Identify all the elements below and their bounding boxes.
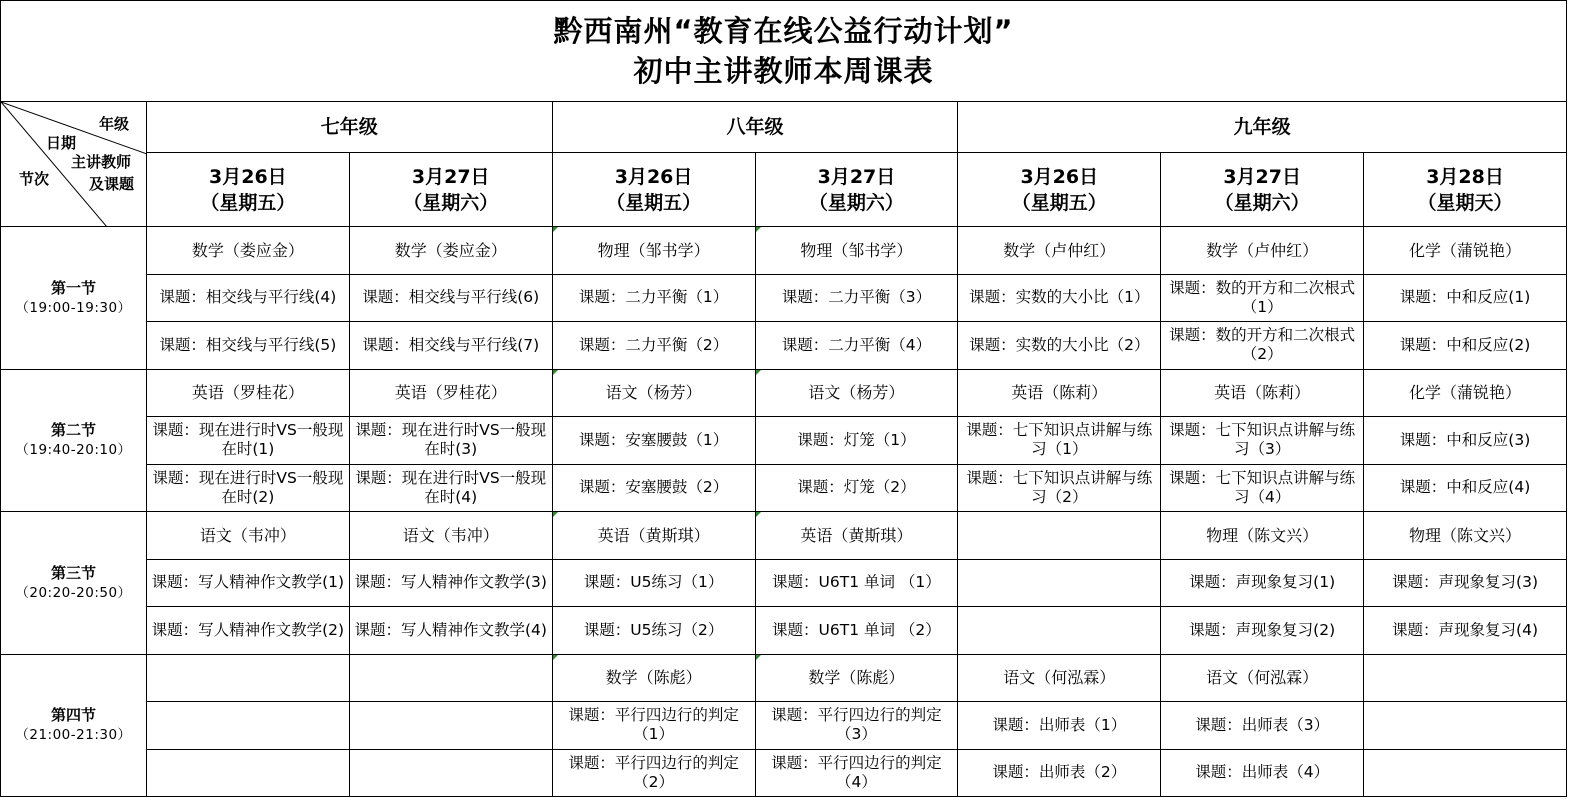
period-4-row-2: [1, 702, 1567, 750]
date-row: [1, 153, 1567, 227]
period-time: （21:00-21:30）: [15, 727, 132, 744]
lesson-topic-cell: [349, 749, 552, 797]
period-1-row-2: [1, 274, 1567, 322]
subject-teacher-cell: 语文（韦冲）: [349, 512, 552, 560]
subject-teacher-cell: 物理（陈文兴）: [1161, 512, 1364, 560]
corner-period-label: 节次: [19, 170, 50, 188]
subject-teacher-cell: 语文（杨芳）: [552, 369, 755, 417]
lesson-topic-cell: 课题：写人精神作文教学(3): [349, 559, 552, 607]
date-text: 3月26日: [614, 165, 693, 188]
weekday-text: （星期六）: [808, 191, 904, 214]
period-label-cell: [1, 369, 147, 512]
date-text: 3月27日: [411, 165, 490, 188]
corner-header-cell: [1, 102, 147, 227]
lesson-topic-cell: 课题：安塞腰鼓（2）: [552, 464, 755, 512]
lesson-topic-cell: 课题：平行四边行的判定（1）: [552, 702, 755, 750]
date-text: 3月26日: [209, 165, 287, 188]
grade-header-8: 八年级: [552, 102, 958, 153]
lesson-topic-cell: 课题：相交线与平行线(5): [146, 322, 349, 370]
date-header-2: [349, 153, 552, 227]
lesson-topic-cell: 课题：声现象复习(3): [1364, 559, 1567, 607]
subject-teacher-cell: 语文（何泓霖）: [958, 654, 1161, 702]
date-text: 3月28日: [1426, 165, 1504, 188]
period-1-row-1: [1, 227, 1567, 275]
title-line-2: 初中主讲教师本周课表: [633, 54, 934, 88]
lesson-topic-cell: 课题：出师表（2）: [958, 749, 1161, 797]
period-3-row-1: [1, 512, 1567, 560]
period-3-row-3: [1, 607, 1567, 655]
period-2-row-1: [1, 369, 1567, 417]
date-text: 3月26日: [1020, 165, 1099, 188]
lesson-topic-cell: 课题：声现象复习(1): [1161, 559, 1364, 607]
lesson-topic-cell: 课题：二力平衡（4）: [755, 322, 958, 370]
corner-teacher-label-1: 主讲教师: [71, 153, 132, 171]
subject-teacher-cell: 英语（黄斯琪）: [755, 512, 958, 560]
weekday-text: （星期六）: [1214, 191, 1310, 214]
corner-teacher-label-2: 及课题: [89, 175, 135, 193]
lesson-topic-cell: 课题：U6T1 单词 （2）: [755, 607, 958, 655]
subject-teacher-cell: [349, 654, 552, 702]
lesson-topic-cell: 课题：出师表（4）: [1161, 749, 1364, 797]
lesson-topic-cell: 课题：中和反应(4): [1364, 464, 1567, 512]
grade-row: [1, 102, 1567, 153]
subject-teacher-cell: 数学（陈彪）: [755, 654, 958, 702]
weekday-text: （星期五）: [1011, 191, 1107, 214]
subject-teacher-cell: 英语（陈莉）: [958, 369, 1161, 417]
lesson-topic-cell: 课题：二力平衡（3）: [755, 274, 958, 322]
period-2-row-2: [1, 417, 1567, 465]
title-cell: [1, 1, 1567, 102]
subject-teacher-cell: 数学（娄应金）: [349, 227, 552, 275]
subject-teacher-cell: 语文（韦冲）: [146, 512, 349, 560]
period-4-row-3: [1, 749, 1567, 797]
period-3-row-2: [1, 559, 1567, 607]
period-label-cell: [1, 654, 147, 797]
lesson-topic-cell: 课题：U6T1 单词 （1）: [755, 559, 958, 607]
subject-teacher-cell: 数学（陈彪）: [552, 654, 755, 702]
lesson-topic-cell: 课题：相交线与平行线(6): [349, 274, 552, 322]
lesson-topic-cell: 课题：七下知识点讲解与练习（1）: [958, 417, 1161, 465]
period-4-row-1: [1, 654, 1567, 702]
lesson-topic-cell: [1364, 702, 1567, 750]
period-name: 第二节: [50, 421, 96, 440]
corner-date-label: 日期: [46, 134, 77, 152]
period-time: （20:20-20:50）: [15, 584, 132, 601]
lesson-topic-cell: [349, 702, 552, 750]
lesson-topic-cell: [958, 559, 1161, 607]
weekday-text: （星期五）: [200, 191, 296, 214]
lesson-topic-cell: 课题：平行四边行的判定（2）: [552, 749, 755, 797]
lesson-topic-cell: 课题：数的开方和二次根式（2）: [1161, 322, 1364, 370]
subject-teacher-cell: 英语（罗桂花）: [349, 369, 552, 417]
lesson-topic-cell: 课题：现在进行时VS一般现在时(1): [146, 417, 349, 465]
subject-teacher-cell: 英语（罗桂花）: [146, 369, 349, 417]
lesson-topic-cell: 课题：七下知识点讲解与练习（3）: [1161, 417, 1364, 465]
lesson-topic-cell: 课题：U5练习（2）: [552, 607, 755, 655]
subject-teacher-cell: 数学（娄应金）: [146, 227, 349, 275]
date-header-3: [552, 153, 755, 227]
lesson-topic-cell: [958, 607, 1161, 655]
lesson-topic-cell: 课题：出师表（1）: [958, 702, 1161, 750]
lesson-topic-cell: 课题：灯笼（2）: [755, 464, 958, 512]
date-header-5: [958, 153, 1161, 227]
lesson-topic-cell: [146, 749, 349, 797]
date-text: 3月27日: [1223, 165, 1301, 188]
lesson-topic-cell: 课题：U5练习（1）: [552, 559, 755, 607]
subject-teacher-cell: 物理（邹书学）: [552, 227, 755, 275]
period-name: 第四节: [50, 706, 96, 725]
period-label-cell: [1, 227, 147, 370]
subject-teacher-cell: 语文（杨芳）: [755, 369, 958, 417]
lesson-topic-cell: 课题：安塞腰鼓（1）: [552, 417, 755, 465]
lesson-topic-cell: 课题：中和反应(2): [1364, 322, 1567, 370]
lesson-topic-cell: 课题：相交线与平行线(7): [349, 322, 552, 370]
lesson-topic-cell: 课题：二力平衡（1）: [552, 274, 755, 322]
date-header-6: [1161, 153, 1364, 227]
subject-teacher-cell: 化学（蒲锐艳）: [1364, 227, 1567, 275]
subject-teacher-cell: 语文（何泓霖）: [1161, 654, 1364, 702]
lesson-topic-cell: 课题：平行四边行的判定（3）: [755, 702, 958, 750]
title-row: [1, 1, 1567, 102]
grade-header-9: 九年级: [958, 102, 1567, 153]
period-name: 第一节: [50, 278, 96, 297]
lesson-topic-cell: 课题：平行四边行的判定（4）: [755, 749, 958, 797]
lesson-topic-cell: 课题：现在进行时VS一般现在时(2): [146, 464, 349, 512]
lesson-topic-cell: 课题：实数的大小比（2）: [958, 322, 1161, 370]
lesson-topic-cell: 课题：中和反应(1): [1364, 274, 1567, 322]
corner-grade-label: 年级: [99, 115, 130, 133]
weekday-text: （星期五）: [606, 191, 702, 214]
subject-teacher-cell: 数学（卢仲红）: [1161, 227, 1364, 275]
lesson-topic-cell: 课题：写人精神作文教学(2): [146, 607, 349, 655]
grade-header-7: 七年级: [146, 102, 552, 153]
subject-teacher-cell: [1364, 654, 1567, 702]
date-text: 3月27日: [817, 165, 896, 188]
lesson-topic-cell: 课题：声现象复习(2): [1161, 607, 1364, 655]
weekday-text: （星期六）: [403, 191, 499, 214]
lesson-topic-cell: 课题：实数的大小比（1）: [958, 274, 1161, 322]
lesson-topic-cell: [1364, 749, 1567, 797]
date-header-1: [146, 153, 349, 227]
lesson-topic-cell: 课题：数的开方和二次根式（1）: [1161, 274, 1364, 322]
subject-teacher-cell: 物理（邹书学）: [755, 227, 958, 275]
lesson-topic-cell: 课题：灯笼（1）: [755, 417, 958, 465]
date-header-7: [1364, 153, 1567, 227]
period-label-cell: [1, 512, 147, 655]
subject-teacher-cell: 化学（蒲锐艳）: [1364, 369, 1567, 417]
period-time: （19:40-20:10）: [15, 442, 132, 459]
lesson-topic-cell: 课题：写人精神作文教学(1): [146, 559, 349, 607]
lesson-topic-cell: 课题：出师表（3）: [1161, 702, 1364, 750]
lesson-topic-cell: [146, 702, 349, 750]
subject-teacher-cell: 数学（卢仲红）: [958, 227, 1161, 275]
lesson-topic-cell: 课题：声现象复习(4): [1364, 607, 1567, 655]
subject-teacher-cell: 英语（陈莉）: [1161, 369, 1364, 417]
period-time: （19:00-19:30）: [15, 299, 132, 316]
period-1-row-3: [1, 322, 1567, 370]
period-2-row-3: [1, 464, 1567, 512]
lesson-topic-cell: 课题：中和反应(3): [1364, 417, 1567, 465]
lesson-topic-cell: 课题：现在进行时VS一般现在时(4): [349, 464, 552, 512]
title-line-1: 黔西南州“教育在线公益行动计划”: [553, 14, 1014, 48]
lesson-topic-cell: 课题：二力平衡（2）: [552, 322, 755, 370]
period-name: 第三节: [50, 563, 96, 582]
subject-teacher-cell: 物理（陈文兴）: [1364, 512, 1567, 560]
lesson-topic-cell: 课题：现在进行时VS一般现在时(3): [349, 417, 552, 465]
date-header-4: [755, 153, 958, 227]
lesson-topic-cell: 课题：七下知识点讲解与练习（4）: [1161, 464, 1364, 512]
lesson-topic-cell: 课题：相交线与平行线(4): [146, 274, 349, 322]
subject-teacher-cell: [146, 654, 349, 702]
subject-teacher-cell: 英语（黄斯琪）: [552, 512, 755, 560]
weekday-text: （星期天）: [1417, 191, 1513, 214]
lesson-topic-cell: 课题：七下知识点讲解与练习（2）: [958, 464, 1161, 512]
lesson-topic-cell: 课题：写人精神作文教学(4): [349, 607, 552, 655]
subject-teacher-cell: [958, 512, 1161, 560]
